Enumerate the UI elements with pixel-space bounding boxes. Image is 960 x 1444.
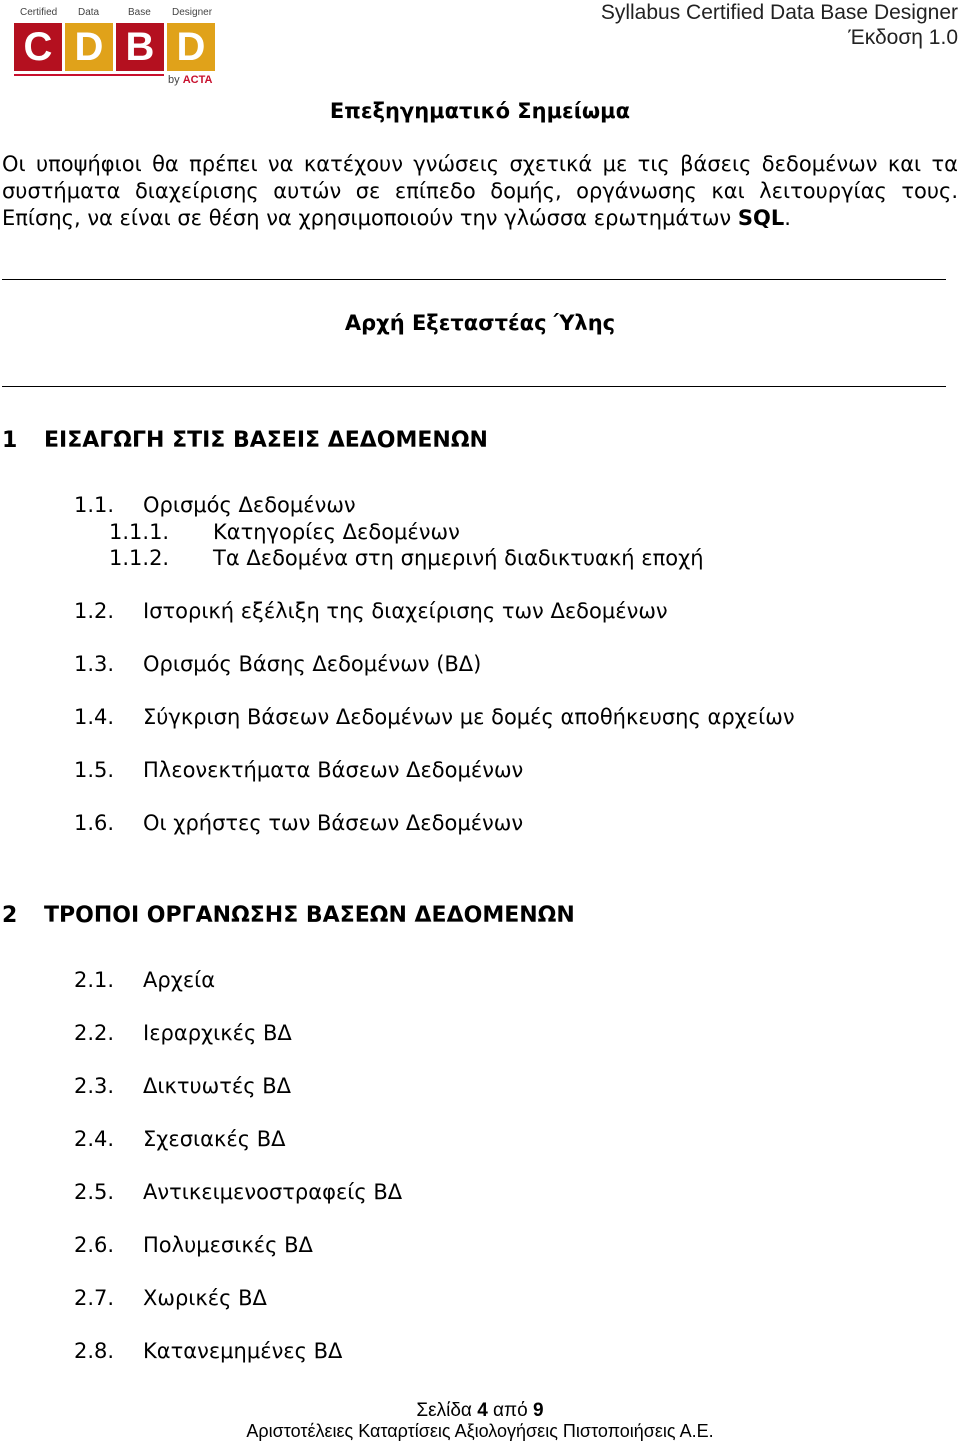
page-current: 4 bbox=[477, 1400, 488, 1421]
logo-word-certified: Certified bbox=[20, 7, 58, 18]
logo-letter-d2: D bbox=[167, 23, 215, 71]
logo-by-brand: ACTA bbox=[182, 74, 213, 86]
toc-item-number: 1.1.1. bbox=[109, 520, 170, 544]
horizontal-rule-top bbox=[2, 279, 946, 280]
horizontal-rule-bottom bbox=[2, 386, 946, 387]
toc-item-text: Αρχεία bbox=[143, 968, 216, 992]
logo-underline bbox=[14, 74, 164, 76]
toc-item-number: 2.5. bbox=[74, 1180, 115, 1204]
header-syllabus-title: Syllabus Certified Data Base Designer bbox=[600, 1, 958, 24]
toc-item-text: Δικτυωτές ΒΔ bbox=[143, 1074, 291, 1098]
page-number bbox=[0, 1400, 960, 1422]
logo-letter-d: D bbox=[65, 23, 113, 71]
logo-letter-b: B bbox=[116, 23, 164, 71]
paragraph-line-2: συστήματα διαχείρισης αυτών σε επίπεδο δομής, οργάνωσης και λειτουργίας τους. bbox=[2, 179, 958, 203]
toc-item-number: 2.7. bbox=[74, 1286, 115, 1310]
toc-item-text: Ιεραρχικές ΒΔ bbox=[143, 1021, 292, 1045]
logo-word-base: Base bbox=[128, 7, 151, 18]
toc-item-number: 1.1.2. bbox=[109, 546, 170, 570]
chapter-title: ΕΙΣΑΓΩΓΗ ΣΤΙΣ ΒΑΣΕΙΣ ΔΕΔΟΜΕΝΩΝ bbox=[44, 428, 488, 453]
toc-item-number: 2.4. bbox=[74, 1127, 115, 1151]
toc-item-number: 2.2. bbox=[74, 1021, 115, 1045]
section-start-title: Αρχή Εξεταστέας Ύλης bbox=[344, 311, 616, 335]
toc-item-text: Ορισμός Δεδομένων bbox=[143, 493, 356, 517]
chapter-title: ΤΡΟΠΟΙ ΟΡΓΑΝΩΣΗΣ ΒΑΣΕΩΝ ΔΕΔΟΜΕΝΩΝ bbox=[44, 903, 575, 928]
explanatory-paragraph bbox=[2, 151, 958, 232]
chapter-number: 1 bbox=[2, 428, 18, 453]
paragraph-line-3-end: . bbox=[784, 206, 791, 230]
logo-letter-c: C bbox=[14, 23, 62, 71]
explanatory-note-title: Επεξηγηματικό Σημείωμα bbox=[329, 99, 631, 123]
toc-item-text: Τα Δεδομένα στη σημερινή διαδικτυακή εποχή bbox=[213, 546, 704, 570]
toc-item-text: Σύγκριση Βάσεων Δεδομένων με δομές αποθήκευσης αρχείων bbox=[143, 705, 795, 729]
paragraph-line-1: Οι υποψήφιοι θα πρέπει να κατέχουν γνώσεις σχετικά με τις βάσεις δεδομένων και τα bbox=[2, 152, 958, 176]
logo-word-data: Data bbox=[78, 7, 100, 18]
document-header bbox=[601, 0, 958, 50]
toc-item-text: Σχεσιακές ΒΔ bbox=[143, 1127, 286, 1151]
toc-item-number: 2.1. bbox=[74, 968, 115, 992]
sql-keyword: SQL bbox=[737, 206, 785, 230]
toc-item-number: 1.6. bbox=[74, 811, 115, 835]
toc-item-text: Οι χρήστες των Βάσεων Δεδομένων bbox=[143, 811, 524, 835]
page-label: Σελίδα bbox=[416, 1400, 478, 1421]
chapter-number: 2 bbox=[2, 903, 18, 928]
toc-item-number: 2.6. bbox=[74, 1233, 115, 1257]
toc-item-number: 1.5. bbox=[74, 758, 115, 782]
toc-item-number: 1.4. bbox=[74, 705, 115, 729]
toc-item-text: Πλεονεκτήματα Βάσεων Δεδομένων bbox=[143, 758, 524, 782]
toc-item-text: Ιστορική εξέλιξη της διαχείρισης των Δεδομένων bbox=[143, 599, 668, 623]
toc-item-text: Κατηγορίες Δεδομένων bbox=[213, 520, 460, 544]
logo-top-words bbox=[10, 6, 222, 20]
logo-letter-boxes bbox=[14, 23, 215, 71]
chapter-heading-2 bbox=[2, 903, 575, 928]
toc-item-number: 1.2. bbox=[74, 599, 115, 623]
page-of-label: από bbox=[487, 1400, 533, 1421]
logo-word-designer: Designer bbox=[172, 7, 213, 18]
toc-item-number: 1.1. bbox=[74, 493, 115, 517]
footer-company-name: Αριστοτέλειες Καταρτίσεις Αξιολογήσεις Πιστοποιήσεις Α.Ε. bbox=[246, 1421, 714, 1441]
logo-by-acta bbox=[168, 74, 212, 86]
cdbd-logo bbox=[10, 6, 222, 90]
header-version: Έκδοση 1.0 bbox=[848, 26, 958, 49]
paragraph-line-3-text: Επίσης, να είναι σε θέση να χρησιμοποιούν την γλώσσα ερωτημάτων bbox=[2, 206, 738, 230]
paragraph-line-3 bbox=[2, 205, 958, 232]
toc-item-text: Κατανεμημένες ΒΔ bbox=[143, 1339, 343, 1363]
toc-item-number: 2.3. bbox=[74, 1074, 115, 1098]
toc-item-text: Ορισμός Βάσης Δεδομένων (ΒΔ) bbox=[143, 652, 482, 676]
toc-item-text: Πολυμεσικές ΒΔ bbox=[143, 1233, 313, 1257]
page-total: 9 bbox=[533, 1400, 544, 1421]
toc-item-number: 2.8. bbox=[74, 1339, 115, 1363]
toc-item-text: Αντικειμενοστραφείς ΒΔ bbox=[143, 1180, 403, 1204]
chapter-heading-1 bbox=[2, 428, 488, 453]
toc-item-number: 1.3. bbox=[74, 652, 115, 676]
toc-item-text: Χωρικές ΒΔ bbox=[143, 1286, 267, 1310]
logo-by-prefix: by bbox=[168, 74, 180, 86]
